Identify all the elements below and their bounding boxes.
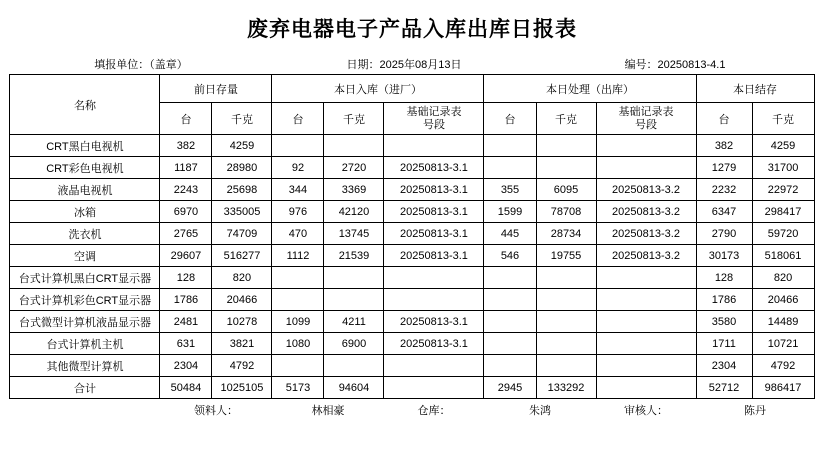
cell-in-kg: 21539: [324, 245, 384, 267]
auditor-label: 审核人：: [624, 404, 668, 417]
cell-out-kg: [536, 157, 596, 179]
cell-out-kg: 6095: [536, 179, 596, 201]
cell-bal-kg: 14489: [752, 311, 814, 333]
date-label: 日期：2025年08月13日: [346, 58, 462, 71]
header-name: 名称: [10, 75, 160, 135]
table-row: [10, 223, 814, 245]
cell-bal-kg: 31700: [752, 157, 814, 179]
cell-out-tai: 355: [484, 179, 536, 201]
row-name: 台式计算机主机: [10, 333, 160, 355]
cell-in-tai: 976: [272, 201, 324, 223]
table-row: [10, 157, 814, 179]
cell-out-tai: [484, 311, 536, 333]
header-bal-tai: 台: [696, 103, 752, 135]
cell-bal-tai: 2304: [696, 355, 752, 377]
cell-out-rec: 20250813-3.2: [596, 201, 696, 223]
row-name: 其他微型计算机: [10, 355, 160, 377]
cell-in-kg: 13745: [324, 223, 384, 245]
cell-prev-tai: 29607: [160, 245, 212, 267]
row-name: CRT黑白电视机: [10, 135, 160, 157]
cell-bal-kg: 518061: [752, 245, 814, 267]
cell-out-rec: [596, 289, 696, 311]
row-name: 冰箱: [10, 201, 160, 223]
row-name: 台式计算机彩色CRT显示器: [10, 289, 160, 311]
row-name: 液晶电视机: [10, 179, 160, 201]
picker-label: 领料人：: [193, 404, 238, 417]
cell-out-kg: 28734: [536, 223, 596, 245]
total-in-kg: 94604: [324, 377, 384, 399]
cell-prev-tai: 2243: [160, 179, 212, 201]
cell-prev-kg: 3821: [212, 333, 272, 355]
cell-out-rec: [596, 135, 696, 157]
cell-out-rec: [596, 311, 696, 333]
cell-out-tai: [484, 135, 536, 157]
header-group-balance: 本日结存: [696, 75, 814, 103]
cell-bal-tai: 1279: [696, 157, 752, 179]
cell-out-rec: 20250813-3.2: [596, 245, 696, 267]
cell-out-tai: [484, 355, 536, 377]
header-in-tai: 台: [272, 103, 324, 135]
cell-prev-kg: 25698: [212, 179, 272, 201]
header-in-record-no: [384, 103, 484, 135]
header-in-record-no-line1: 基础记录表: [406, 105, 462, 118]
report-table: [9, 53, 814, 420]
cell-in-rec: 20250813-3.1: [384, 201, 484, 223]
table-row: [10, 355, 814, 377]
total-out-kg: 133292: [536, 377, 596, 399]
cell-out-kg: [536, 355, 596, 377]
cell-bal-kg: 59720: [752, 223, 814, 245]
cell-in-kg: 3369: [324, 179, 384, 201]
cell-bal-tai: 1786: [696, 289, 752, 311]
cell-prev-kg: 335005: [212, 201, 272, 223]
header-in-record-no-line2: 号段: [422, 118, 445, 131]
header-group-prev: 前日存量: [160, 75, 272, 103]
cell-prev-tai: 2304: [160, 355, 212, 377]
cell-out-rec: [596, 157, 696, 179]
signature-row: [10, 399, 814, 421]
row-name: 台式微型计算机液晶显示器: [10, 311, 160, 333]
total-prev-kg: 1025105: [212, 377, 272, 399]
cell-in-kg: [324, 135, 384, 157]
table-row: [10, 333, 814, 355]
header-prev-tai: 台: [160, 103, 212, 135]
cell-bal-tai: 3580: [696, 311, 752, 333]
cell-bal-kg: 4792: [752, 355, 814, 377]
cell-out-kg: [536, 289, 596, 311]
table-row: [10, 179, 814, 201]
cell-out-tai: [484, 157, 536, 179]
cell-in-rec: 20250813-3.1: [384, 311, 484, 333]
row-name: CRT彩色电视机: [10, 157, 160, 179]
cell-bal-tai: 128: [696, 267, 752, 289]
cell-in-kg: [324, 355, 384, 377]
header-out-record-no-line2: 号段: [635, 118, 657, 131]
cell-in-tai: [272, 267, 324, 289]
cell-in-tai: [272, 135, 324, 157]
cell-bal-kg: 20466: [752, 289, 814, 311]
cell-out-kg: [536, 135, 596, 157]
page-title: 废弃电器电子产品入库出库日报表: [247, 17, 577, 41]
cell-in-tai: 1112: [272, 245, 324, 267]
warehouse-name: 朱鸿: [528, 404, 551, 417]
cell-in-rec: [384, 267, 484, 289]
cell-prev-tai: 6970: [160, 201, 212, 223]
auditor-name: 陈丹: [744, 404, 767, 417]
cell-out-tai: [484, 333, 536, 355]
cell-out-tai: [484, 267, 536, 289]
cell-in-rec: 20250813-3.1: [384, 333, 484, 355]
cell-out-rec: [596, 333, 696, 355]
cell-out-rec: [596, 355, 696, 377]
cell-in-rec: 20250813-3.1: [384, 223, 484, 245]
table-row: [10, 311, 814, 333]
cell-prev-kg: 10278: [212, 311, 272, 333]
warehouse-label: 仓库：: [417, 404, 451, 417]
cell-in-tai: [272, 355, 324, 377]
table-row: [10, 289, 814, 311]
cell-in-kg: 4211: [324, 311, 384, 333]
table-row: [10, 267, 814, 289]
cell-prev-kg: 820: [212, 267, 272, 289]
cell-in-rec: [384, 355, 484, 377]
total-bal-tai: 52712: [696, 377, 752, 399]
total-in-rec: [384, 377, 484, 399]
cell-prev-tai: 1786: [160, 289, 212, 311]
cell-out-rec: 20250813-3.2: [596, 179, 696, 201]
header-out-record-no: [596, 103, 696, 135]
header-group-out: 本日处理（出库）: [484, 75, 696, 103]
cell-out-kg: 19755: [536, 245, 596, 267]
cell-in-tai: 1099: [272, 311, 324, 333]
header-out-kg: 千克: [536, 103, 596, 135]
cell-in-tai: 344: [272, 179, 324, 201]
cell-prev-kg: 74709: [212, 223, 272, 245]
cell-in-kg: [324, 267, 384, 289]
cell-in-kg: 6900: [324, 333, 384, 355]
cell-bal-tai: 382: [696, 135, 752, 157]
header-bal-kg: 千克: [752, 103, 814, 135]
total-out-tai: 2945: [484, 377, 536, 399]
row-name: 台式计算机黑白CRT显示器: [10, 267, 160, 289]
cell-bal-kg: 820: [752, 267, 814, 289]
cell-in-rec: 20250813-3.1: [384, 245, 484, 267]
header-out-record-no-line1: 基础记录表: [618, 105, 674, 118]
unit-label: 填报单位：（盖章）: [94, 58, 188, 71]
total-prev-tai: 50484: [160, 377, 212, 399]
header-in-kg: 千克: [324, 103, 384, 135]
cell-prev-tai: 1187: [160, 157, 212, 179]
header-out-tai: 台: [484, 103, 536, 135]
cell-bal-kg: 298417: [752, 201, 814, 223]
cell-prev-tai: 2481: [160, 311, 212, 333]
meta-row: [10, 53, 814, 75]
cell-in-kg: 42120: [324, 201, 384, 223]
cell-bal-tai: 2232: [696, 179, 752, 201]
cell-in-rec: [384, 289, 484, 311]
cell-out-kg: 78708: [536, 201, 596, 223]
cell-in-tai: 92: [272, 157, 324, 179]
number-label: 编号：20250813-4.1: [624, 58, 726, 71]
table-row: [10, 201, 814, 223]
cell-prev-tai: 631: [160, 333, 212, 355]
cell-bal-kg: 4259: [752, 135, 814, 157]
cell-bal-tai: 30173: [696, 245, 752, 267]
cell-in-kg: 2720: [324, 157, 384, 179]
signature-spacer: [10, 399, 160, 421]
cell-in-tai: 470: [272, 223, 324, 245]
cell-out-tai: [484, 289, 536, 311]
cell-bal-kg: 22972: [752, 179, 814, 201]
total-out-rec: [596, 377, 696, 399]
cell-prev-kg: 516277: [212, 245, 272, 267]
table-total-row: [10, 377, 814, 399]
picker-name: 林相豪: [311, 404, 345, 417]
cell-in-rec: [384, 135, 484, 157]
cell-in-rec: 20250813-3.1: [384, 179, 484, 201]
cell-bal-kg: 10721: [752, 333, 814, 355]
cell-out-kg: [536, 311, 596, 333]
cell-out-kg: [536, 333, 596, 355]
cell-out-rec: [596, 267, 696, 289]
cell-in-kg: [324, 289, 384, 311]
header-group-row: [10, 75, 814, 103]
cell-prev-kg: 20466: [212, 289, 272, 311]
total-bal-kg: 986417: [752, 377, 814, 399]
header-prev-kg: 千克: [212, 103, 272, 135]
cell-bal-tai: 2790: [696, 223, 752, 245]
cell-out-kg: [536, 267, 596, 289]
row-name: 空调: [10, 245, 160, 267]
total-label: 合计: [10, 377, 160, 399]
cell-prev-kg: 28980: [212, 157, 272, 179]
table-row: [10, 245, 814, 267]
cell-bal-tai: 1711: [696, 333, 752, 355]
table-row: [10, 135, 814, 157]
cell-bal-tai: 6347: [696, 201, 752, 223]
cell-in-rec: 20250813-3.1: [384, 157, 484, 179]
cell-out-tai: 1599: [484, 201, 536, 223]
cell-prev-kg: 4259: [212, 135, 272, 157]
cell-prev-kg: 4792: [212, 355, 272, 377]
cell-in-tai: 1080: [272, 333, 324, 355]
cell-prev-tai: 382: [160, 135, 212, 157]
cell-out-rec: 20250813-3.2: [596, 223, 696, 245]
cell-prev-tai: 128: [160, 267, 212, 289]
cell-in-tai: [272, 289, 324, 311]
cell-out-tai: 445: [484, 223, 536, 245]
row-name: 洗衣机: [10, 223, 160, 245]
cell-out-tai: 546: [484, 245, 536, 267]
total-in-tai: 5173: [272, 377, 324, 399]
header-group-in: 本日入库（进厂）: [272, 75, 484, 103]
cell-prev-tai: 2765: [160, 223, 212, 245]
